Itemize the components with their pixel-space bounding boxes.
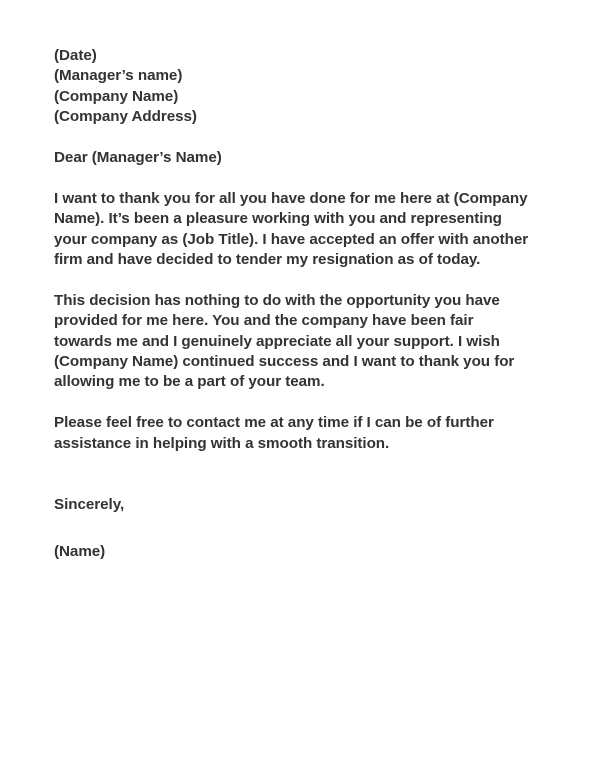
spacer-after-paragraph-2 [54, 393, 534, 413]
header-line-company-name: (Company Name) [54, 87, 179, 105]
spacer-before-closing [54, 454, 534, 495]
header-line-date: (Date) [54, 47, 97, 64]
header-line-company-address: (Company Address) [54, 108, 197, 126]
signature-space [54, 515, 534, 542]
salutation: Dear (Manager’s Name) [54, 149, 222, 167]
closing-salutation: Sincerely, [54, 496, 125, 514]
letter-body [54, 46, 534, 563]
paragraph-reason: This decision has nothing to do with the opportunity you have provided for me here. You and the company have been fair towards me and I genuinely appreciate all your support. I wish (Company Name) continued success and I want to thank you for allowing me to be a part of your team. [54, 291, 515, 391]
header-line-manager-name: (Manager’s name) [54, 67, 183, 85]
letter-header-address [54, 46, 534, 128]
signature-name: (Name) [54, 543, 106, 561]
spacer-after-header [54, 128, 534, 148]
paragraph-transition-offer: Please feel free to contact me at any time if I can be of further assistance in helping with a smooth transition. [54, 414, 494, 452]
spacer-after-paragraph-1 [54, 270, 534, 290]
paragraph-thanks: I want to thank you for all you have done for me here at (Company Name). It’s been a pleasure working with you and representing your company as (Job Title). I have accepted an offer with another firm and have decided to tender my resignation as of today. [54, 189, 529, 269]
spacer-after-salutation [54, 168, 534, 188]
